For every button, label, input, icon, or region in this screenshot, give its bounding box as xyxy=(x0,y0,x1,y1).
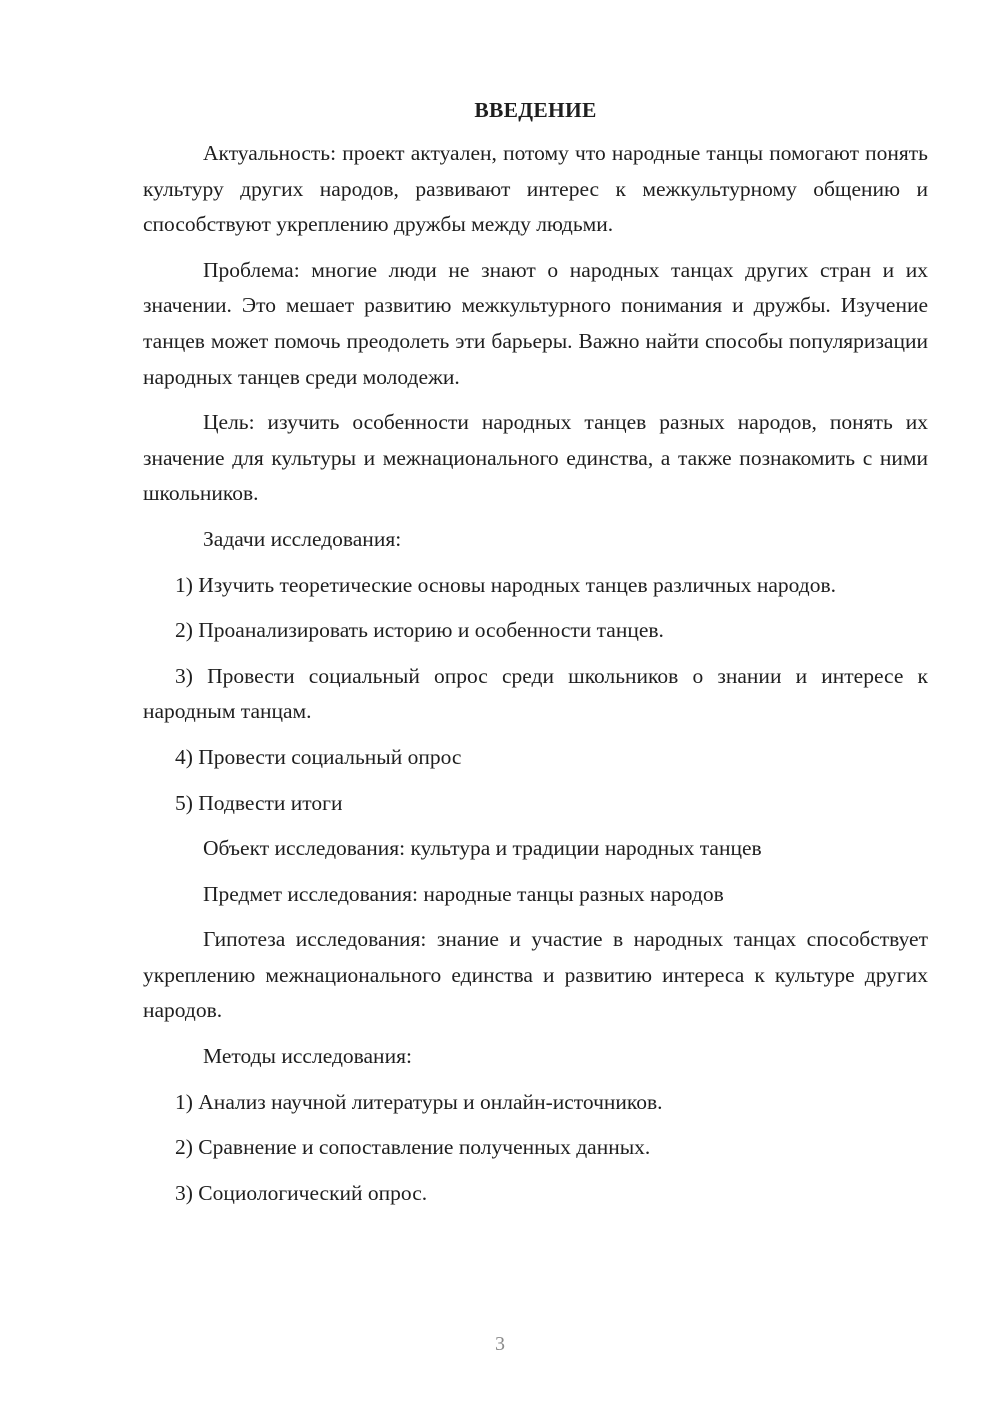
page-number: 3 xyxy=(495,1333,505,1355)
paragraph-goal: Цель: изучить особенности народных танцев разных народов, понять их значение для культуры и межнационального единства, а также познакомить с ними школьников. xyxy=(143,410,928,506)
paragraph-subject: Предмет исследования: народные танцы разных народов xyxy=(203,881,724,906)
task-item-4: 4) Провести социальный опрос xyxy=(175,744,462,769)
task-item-1: 1) Изучить теоретические основы народных танцев различных народов. xyxy=(175,572,837,597)
method-item-3: 3) Социологический опрос. xyxy=(175,1180,428,1205)
paragraph-relevance: Актуальность: проект актуален, потому что народные танцы помогают понять культуру других народов, развивают интерес к межкультурному общению и способствуют укреплению дружбы между людьми. xyxy=(143,141,928,237)
paragraph-problem: Проблема: многие люди не знают о народных танцах других стран и их значении. Это мешает развитию межкультурного понимания и дружбы. Изучение танцев может помочь преодолеть эти барьеры. Важно найти способы популяризации народных танцев среди молодежи. xyxy=(143,257,928,389)
task-item-2: 2) Проанализировать историю и особенности танцев. xyxy=(175,618,664,643)
paragraph-tasks-heading: Задачи исследования: xyxy=(203,526,402,551)
task-item-5: 5) Подвести итоги xyxy=(175,790,343,815)
paragraph-hypothesis: Гипотеза исследования: знание и участие в народных танцах способствует укреплению межнационального единства и развитию интереса к культуре других народов. xyxy=(143,927,928,1023)
method-item-2: 2) Сравнение и сопоставление полученных данных. xyxy=(175,1135,651,1160)
paragraph-object: Объект исследования: культура и традиции народных танцев xyxy=(203,836,762,861)
paragraph-methods-heading: Методы исследования: xyxy=(203,1044,412,1069)
document-page xyxy=(143,95,928,1221)
task-item-3: 3) Провести социальный опрос среди школьников о знании и интересе к народным танцам. xyxy=(143,663,928,724)
section-title: ВВЕДЕНИЕ xyxy=(474,98,597,122)
method-item-1: 1) Анализ научной литературы и онлайн-источников. xyxy=(175,1089,663,1114)
